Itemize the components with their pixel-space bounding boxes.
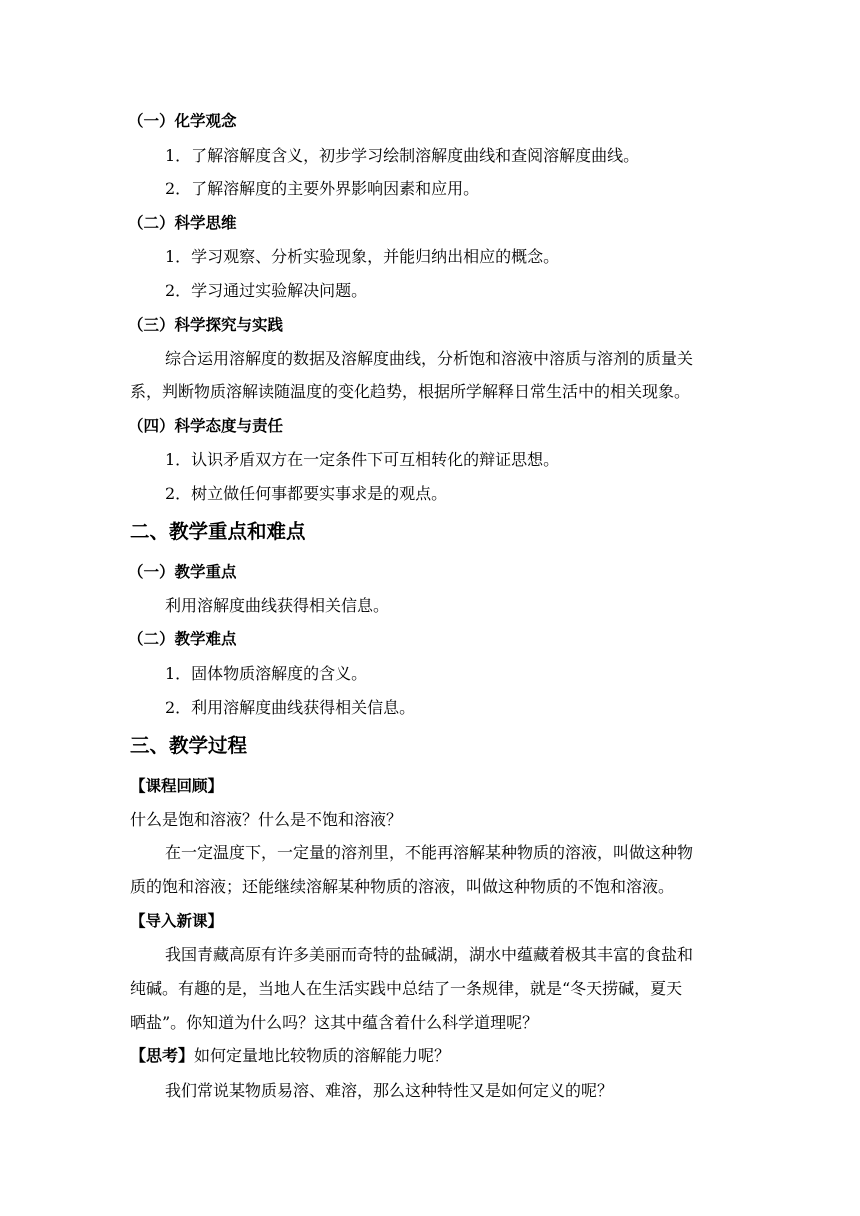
heading-teaching-focus: （一）教学重点 — [128, 563, 237, 581]
label-new-lesson: 【导入新课】 — [130, 912, 224, 930]
heading-teaching-difficulty: （二）教学难点 — [128, 630, 237, 648]
paragraph-line: 系，判断物质溶解读随温度的变化趋势，根据所学解释日常生活中的相关现象。 — [130, 382, 691, 401]
list-item: 2．树立做任何事都要实事求是的观点。 — [165, 484, 448, 503]
paragraph-line: 综合运用溶解度的数据及溶解度曲线，分析饱和溶液中溶质与溶剂的质量关 — [165, 349, 694, 368]
list-item: 1．学习观察、分析实验现象，并能归纳出相应的概念。 — [165, 247, 560, 266]
list-item: 1．认识矛盾双方在一定条件下可互相转化的辩证思想。 — [165, 450, 560, 469]
paragraph-line: 在一定温度下，一定量的溶剂里，不能再溶解某种物质的溶液，叫做这种物 — [165, 843, 694, 862]
paragraph-line: 我国青藏高原有许多美丽而奇特的盐碱湖，湖水中蕴藏着极其丰富的食盐和 — [165, 945, 694, 964]
heading-scientific-inquiry: （三）科学探究与实践 — [128, 316, 284, 334]
list-item: 2．利用溶解度曲线获得相关信息。 — [165, 698, 416, 717]
list-item: 1．了解溶解度含义，初步学习绘制溶解度曲线和查阅溶解度曲线。 — [165, 146, 640, 165]
section-title-process: 三、教学过程 — [130, 734, 248, 757]
label-course-review: 【课程回顾】 — [130, 777, 224, 795]
list-item: 2．学习通过实验解决问题。 — [165, 281, 368, 300]
section-title-keypoints: 二、教学重点和难点 — [130, 520, 306, 543]
list-item: 2．了解溶解度的主要外界影响因素和应用。 — [165, 179, 480, 198]
list-item: 1．固体物质溶解度的含义。 — [165, 664, 368, 683]
heading-scientific-thinking: （二）科学思维 — [128, 214, 237, 232]
label-think: 【思考】 — [130, 1046, 195, 1065]
think-line — [130, 1045, 450, 1067]
paragraph-line: 利用溶解度曲线获得相关信息。 — [165, 596, 390, 615]
think-question: 如何定量地比较物质的溶解能力呢？ — [194, 1046, 451, 1065]
paragraph-line: 纯碱。有趣的是，当地人在生活实践中总结了一条规律，就是“冬天捞碱，夏天 — [130, 979, 683, 998]
heading-chemistry-concept: （一）化学观念 — [128, 112, 237, 130]
review-question: 什么是饱和溶液？什么是不饱和溶液？ — [130, 810, 403, 829]
heading-attitude-responsibility: （四）科学态度与责任 — [128, 417, 284, 435]
paragraph-line: 晒盐”。你知道为什么吗？这其中蕴含着什么科学道理呢？ — [130, 1013, 539, 1032]
paragraph-line: 我们常说某物质易溶、难溶，那么这种特性又是如何定义的呢？ — [165, 1081, 614, 1100]
paragraph-line: 质的饱和溶液；还能继续溶解某种物质的溶液，叫做这种物质的不饱和溶液。 — [130, 877, 675, 896]
